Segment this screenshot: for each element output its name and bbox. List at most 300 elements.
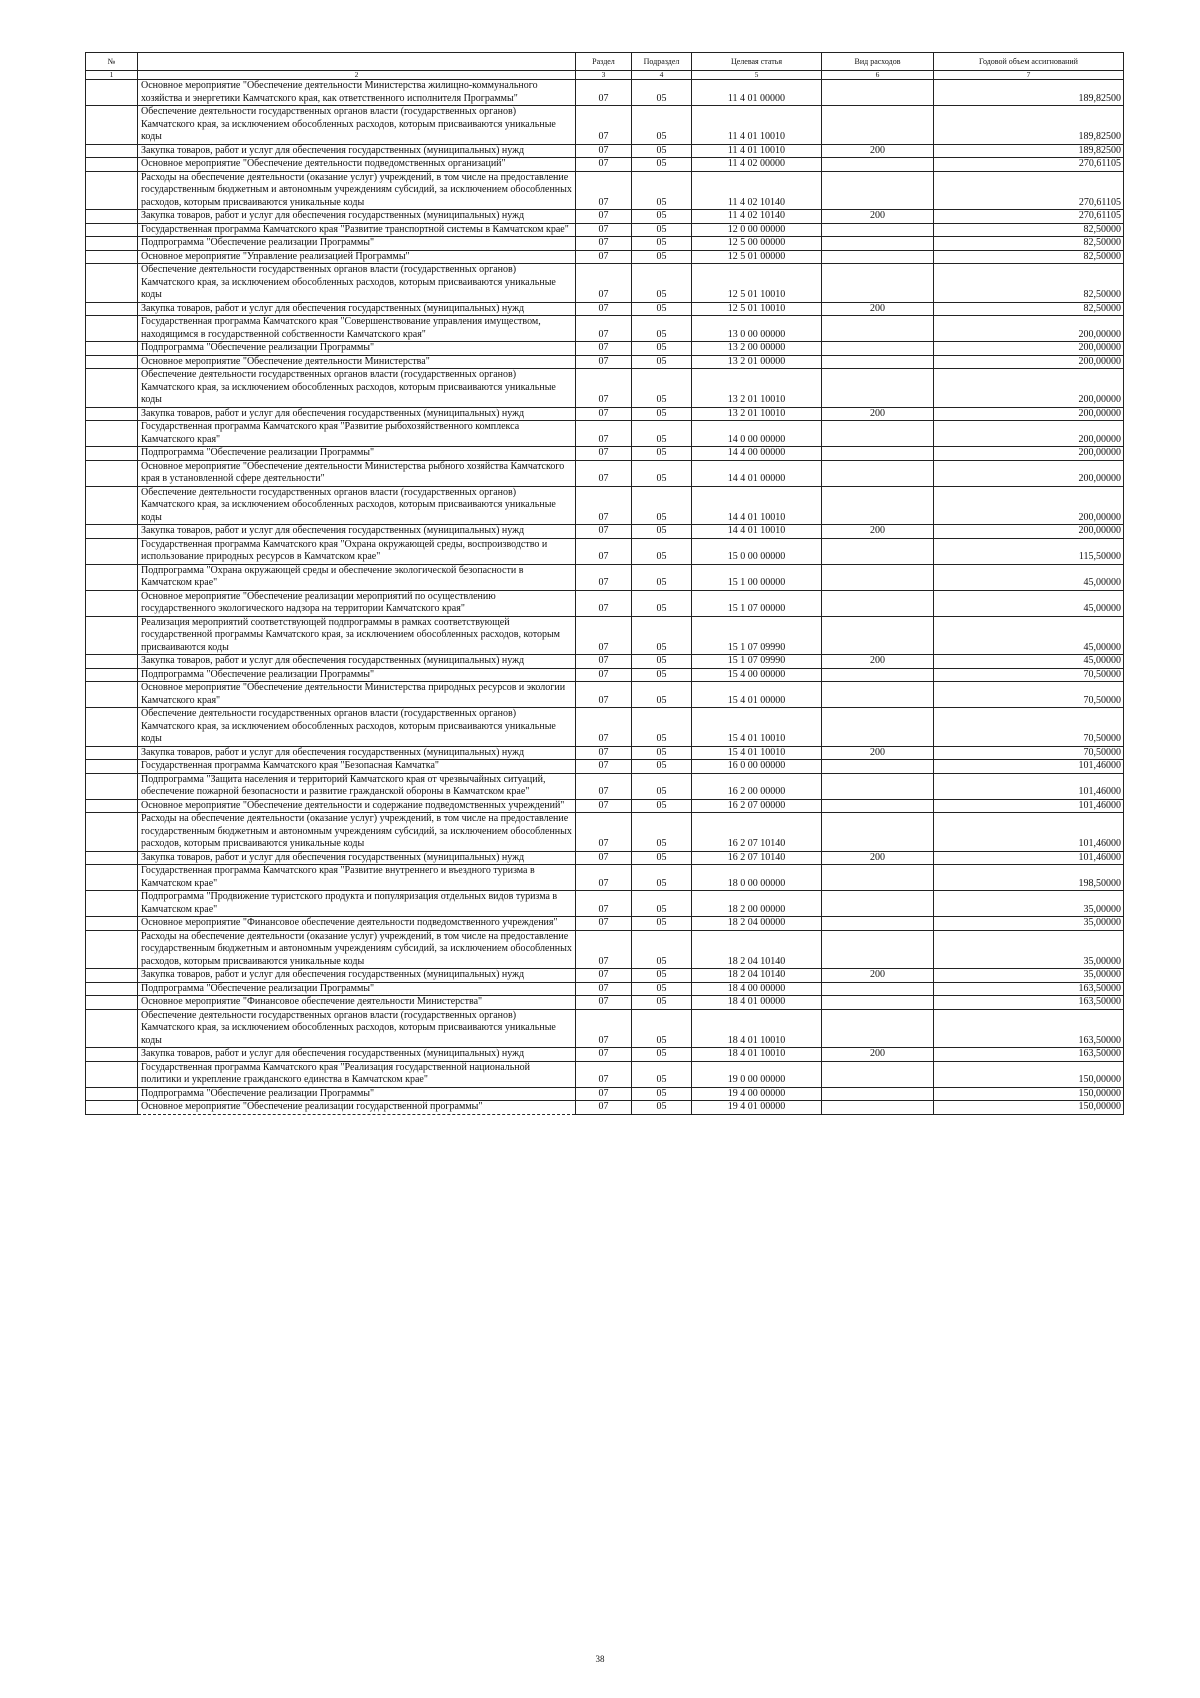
row-podrazdel-cell: 05 (632, 799, 692, 813)
row-number-cell (86, 773, 138, 799)
row-celevaya-cell: 15 4 01 00000 (692, 682, 822, 708)
row-name-cell: Основное мероприятие "Обеспечение деятельности Министерства природных ресурсов и экологии Камчатского края" (138, 682, 576, 708)
table-row (86, 865, 1124, 891)
row-name-cell: Подпрограмма "Обеспечение реализации Программы" (138, 237, 576, 251)
row-celevaya-cell: 12 5 00 00000 (692, 237, 822, 251)
row-podrazdel-cell: 05 (632, 590, 692, 616)
row-vid-cell (822, 486, 934, 525)
row-number-cell (86, 460, 138, 486)
row-celevaya-cell: 19 4 01 00000 (692, 1101, 822, 1115)
header-vid-rashodov: Вид расходов (822, 53, 934, 71)
table-row (86, 655, 1124, 669)
row-vid-cell: 200 (822, 407, 934, 421)
row-razdel-cell: 07 (576, 1061, 632, 1087)
row-name-cell: Основное мероприятие "Обеспечение деятельности Министерства жилищно-коммунального хозяйства и энергетики Камчатского края, как ответственного исполнителя Программы" (138, 80, 576, 106)
row-vid-cell (822, 80, 934, 106)
row-vid-cell: 200 (822, 655, 934, 669)
row-number-cell (86, 616, 138, 655)
row-name-cell: Подпрограмма "Обеспечение реализации Программы" (138, 982, 576, 996)
row-sum-cell: 189,82500 (934, 80, 1124, 106)
row-podrazdel-cell: 05 (632, 616, 692, 655)
row-razdel-cell: 07 (576, 210, 632, 224)
row-sum-cell: 150,00000 (934, 1061, 1124, 1087)
row-vid-cell (822, 355, 934, 369)
row-sum-cell: 35,00000 (934, 917, 1124, 931)
row-number-cell (86, 302, 138, 316)
row-number-cell (86, 655, 138, 669)
row-razdel-cell: 07 (576, 421, 632, 447)
row-number-cell (86, 668, 138, 682)
row-sum-cell: 70,50000 (934, 682, 1124, 708)
row-vid-cell (822, 930, 934, 969)
row-razdel-cell: 07 (576, 1101, 632, 1115)
row-sum-cell: 200,00000 (934, 421, 1124, 447)
row-name-cell: Государственная программа Камчатского края "Реализация государственной национальной политики и укрепление гражданского единства в Камчатском крае" (138, 1061, 576, 1087)
row-celevaya-cell: 14 0 00 00000 (692, 421, 822, 447)
row-number-cell (86, 930, 138, 969)
row-vid-cell (822, 891, 934, 917)
row-razdel-cell: 07 (576, 865, 632, 891)
row-razdel-cell: 07 (576, 237, 632, 251)
table-row (86, 799, 1124, 813)
row-razdel-cell: 07 (576, 668, 632, 682)
row-sum-cell: 163,50000 (934, 1009, 1124, 1048)
row-sum-cell: 35,00000 (934, 891, 1124, 917)
table-row (86, 355, 1124, 369)
row-number-cell (86, 421, 138, 447)
row-sum-cell: 200,00000 (934, 525, 1124, 539)
row-celevaya-cell: 18 4 01 10010 (692, 1048, 822, 1062)
row-vid-cell (822, 917, 934, 931)
table-row (86, 316, 1124, 342)
table-row (86, 773, 1124, 799)
row-sum-cell: 70,50000 (934, 746, 1124, 760)
row-name-cell: Подпрограмма "Обеспечение реализации Программы" (138, 447, 576, 461)
row-vid-cell (822, 237, 934, 251)
table-row (86, 1101, 1124, 1115)
row-celevaya-cell: 12 5 01 00000 (692, 250, 822, 264)
table-row (86, 447, 1124, 461)
table-row (86, 760, 1124, 774)
row-name-cell: Основное мероприятие "Обеспечение деятельности и содержание подведомственных учреждений" (138, 799, 576, 813)
row-sum-cell: 200,00000 (934, 486, 1124, 525)
row-razdel-cell: 07 (576, 250, 632, 264)
row-razdel-cell: 07 (576, 1009, 632, 1048)
row-name-cell: Обеспечение деятельности государственных органов власти (государственных органов) Камчатского края, за исключением обособленных расходов, которым присваиваются уникальные коды (138, 369, 576, 408)
row-name-cell: Основное мероприятие "Обеспечение деятельности подведомственных организаций" (138, 158, 576, 172)
row-razdel-cell: 07 (576, 302, 632, 316)
row-razdel-cell: 07 (576, 447, 632, 461)
row-sum-cell: 115,50000 (934, 538, 1124, 564)
row-celevaya-cell: 16 0 00 00000 (692, 760, 822, 774)
row-sum-cell: 35,00000 (934, 969, 1124, 983)
table-row (86, 460, 1124, 486)
row-number-cell (86, 250, 138, 264)
row-vid-cell (822, 421, 934, 447)
row-name-cell: Подпрограмма "Обеспечение реализации Программы" (138, 668, 576, 682)
row-razdel-cell: 07 (576, 773, 632, 799)
row-vid-cell (822, 460, 934, 486)
row-celevaya-cell: 11 4 01 10010 (692, 144, 822, 158)
table-row (86, 210, 1124, 224)
row-number-cell (86, 342, 138, 356)
row-sum-cell: 82,50000 (934, 264, 1124, 303)
row-podrazdel-cell: 05 (632, 158, 692, 172)
row-sum-cell: 101,46000 (934, 813, 1124, 852)
page-number: 38 (595, 1654, 605, 1664)
row-name-cell: Подпрограмма "Защита населения и территорий Камчатского края от чрезвычайных ситуаций, обеспечение пожарной безопасности и развитие гражданской обороны в Камчатском крае" (138, 773, 576, 799)
row-name-cell: Обеспечение деятельности государственных органов власти (государственных органов) Камчатского края, за исключением обособленных расходов, которым присваиваются уникальные коды (138, 486, 576, 525)
row-number-cell (86, 486, 138, 525)
row-vid-cell: 200 (822, 746, 934, 760)
row-number-cell (86, 564, 138, 590)
row-number-cell (86, 1101, 138, 1115)
row-name-cell: Основное мероприятие "Обеспечение реализации государственной программы" (138, 1101, 576, 1115)
row-celevaya-cell: 15 0 00 00000 (692, 538, 822, 564)
row-celevaya-cell: 16 2 07 10140 (692, 813, 822, 852)
row-podrazdel-cell: 05 (632, 813, 692, 852)
row-name-cell: Основное мероприятие "Финансовое обеспечение деятельности Министерства" (138, 996, 576, 1010)
row-number-cell (86, 917, 138, 931)
row-name-cell: Закупка товаров, работ и услуг для обеспечения государственных (муниципальных) нужд (138, 302, 576, 316)
row-razdel-cell: 07 (576, 369, 632, 408)
row-name-cell: Закупка товаров, работ и услуг для обеспечения государственных (муниципальных) нужд (138, 525, 576, 539)
table-row (86, 106, 1124, 145)
table-row (86, 223, 1124, 237)
row-name-cell: Основное мероприятие "Финансовое обеспечение деятельности подведомственного учреждения" (138, 917, 576, 931)
table-row (86, 590, 1124, 616)
column-number: 5 (692, 71, 822, 80)
budget-table-sheet (85, 52, 1123, 1115)
table-row (86, 891, 1124, 917)
row-celevaya-cell: 12 5 01 10010 (692, 302, 822, 316)
row-vid-cell: 200 (822, 525, 934, 539)
row-number-cell (86, 369, 138, 408)
row-number-cell (86, 996, 138, 1010)
row-number-cell (86, 407, 138, 421)
row-celevaya-cell: 11 4 02 10140 (692, 171, 822, 210)
row-number-cell (86, 237, 138, 251)
table-row (86, 930, 1124, 969)
column-number: 2 (138, 71, 576, 80)
row-celevaya-cell: 13 2 00 00000 (692, 342, 822, 356)
row-sum-cell: 101,46000 (934, 773, 1124, 799)
row-number-cell (86, 80, 138, 106)
table-row (86, 996, 1124, 1010)
column-number: 6 (822, 71, 934, 80)
row-vid-cell (822, 369, 934, 408)
row-vid-cell (822, 996, 934, 1010)
row-number-cell (86, 682, 138, 708)
row-razdel-cell: 07 (576, 171, 632, 210)
row-sum-cell: 270,61105 (934, 158, 1124, 172)
column-number-row (86, 71, 1124, 80)
table-row (86, 682, 1124, 708)
row-razdel-cell: 07 (576, 106, 632, 145)
row-name-cell: Подпрограмма "Продвижение туристского продукта и популяризация отдельных видов туризма в Камчатском крае" (138, 891, 576, 917)
row-razdel-cell: 07 (576, 799, 632, 813)
row-name-cell: Закупка товаров, работ и услуг для обеспечения государственных (муниципальных) нужд (138, 851, 576, 865)
row-razdel-cell: 07 (576, 917, 632, 931)
row-podrazdel-cell: 05 (632, 447, 692, 461)
table-body (86, 80, 1124, 1115)
row-number-cell (86, 590, 138, 616)
row-podrazdel-cell: 05 (632, 865, 692, 891)
row-celevaya-cell: 16 2 07 00000 (692, 799, 822, 813)
column-number: 3 (576, 71, 632, 80)
row-name-cell: Подпрограмма "Обеспечение реализации Программы" (138, 1087, 576, 1101)
row-sum-cell: 270,61105 (934, 210, 1124, 224)
row-celevaya-cell: 13 2 01 00000 (692, 355, 822, 369)
column-number: 7 (934, 71, 1124, 80)
row-sum-cell: 150,00000 (934, 1101, 1124, 1115)
row-celevaya-cell: 13 0 00 00000 (692, 316, 822, 342)
row-name-cell: Основное мероприятие "Обеспечение деятельности Министерства рыбного хозяйства Камчатского края в установленной сфере деятельности" (138, 460, 576, 486)
row-celevaya-cell: 18 4 00 00000 (692, 982, 822, 996)
row-razdel-cell: 07 (576, 930, 632, 969)
row-celevaya-cell: 13 2 01 10010 (692, 407, 822, 421)
row-podrazdel-cell: 05 (632, 930, 692, 969)
row-vid-cell: 200 (822, 969, 934, 983)
row-celevaya-cell: 18 2 04 10140 (692, 969, 822, 983)
row-podrazdel-cell: 05 (632, 1048, 692, 1062)
row-number-cell (86, 1048, 138, 1062)
row-podrazdel-cell: 05 (632, 302, 692, 316)
row-name-cell: Обеспечение деятельности государственных органов власти (государственных органов) Камчатского края, за исключением обособленных расходов, которым присваиваются уникальные коды (138, 106, 576, 145)
row-celevaya-cell: 15 4 01 10010 (692, 708, 822, 747)
row-name-cell: Подпрограмма "Охрана окружающей среды и обеспечение экологической безопасности в Камчатском крае" (138, 564, 576, 590)
row-razdel-cell: 07 (576, 407, 632, 421)
row-razdel-cell: 07 (576, 264, 632, 303)
row-celevaya-cell: 15 1 00 00000 (692, 564, 822, 590)
row-vid-cell (822, 865, 934, 891)
row-podrazdel-cell: 05 (632, 460, 692, 486)
row-podrazdel-cell: 05 (632, 891, 692, 917)
row-name-cell: Закупка товаров, работ и услуг для обеспечения государственных (муниципальных) нужд (138, 1048, 576, 1062)
row-number-cell (86, 760, 138, 774)
table-row (86, 616, 1124, 655)
row-celevaya-cell: 18 4 01 10010 (692, 1009, 822, 1048)
row-number-cell (86, 355, 138, 369)
row-celevaya-cell: 19 4 00 00000 (692, 1087, 822, 1101)
row-sum-cell: 101,46000 (934, 760, 1124, 774)
row-razdel-cell: 07 (576, 486, 632, 525)
row-name-cell: Реализация мероприятий соответствующей подпрограммы в рамках соответствующей государственной программы Камчатского края, за исключением обособленных расходов, которым присваиваются коды (138, 616, 576, 655)
row-podrazdel-cell: 05 (632, 250, 692, 264)
row-razdel-cell: 07 (576, 144, 632, 158)
row-razdel-cell: 07 (576, 760, 632, 774)
row-name-cell: Государственная программа Камчатского края "Развитие транспортной системы в Камчатском крае" (138, 223, 576, 237)
row-razdel-cell: 07 (576, 851, 632, 865)
row-razdel-cell: 07 (576, 342, 632, 356)
row-name-cell: Основное мероприятие "Обеспечение деятельности Министерства" (138, 355, 576, 369)
row-celevaya-cell: 12 0 00 00000 (692, 223, 822, 237)
row-vid-cell (822, 447, 934, 461)
row-sum-cell: 45,00000 (934, 655, 1124, 669)
row-name-cell: Подпрограмма "Обеспечение реализации Программы" (138, 342, 576, 356)
row-vid-cell (822, 616, 934, 655)
row-razdel-cell: 07 (576, 525, 632, 539)
row-number-cell (86, 171, 138, 210)
row-razdel-cell: 07 (576, 1048, 632, 1062)
row-podrazdel-cell: 05 (632, 171, 692, 210)
row-sum-cell: 35,00000 (934, 930, 1124, 969)
table-row (86, 264, 1124, 303)
row-podrazdel-cell: 05 (632, 106, 692, 145)
table-row (86, 369, 1124, 408)
row-vid-cell (822, 316, 934, 342)
row-podrazdel-cell: 05 (632, 564, 692, 590)
row-podrazdel-cell: 05 (632, 760, 692, 774)
row-celevaya-cell: 11 4 02 10140 (692, 210, 822, 224)
row-name-cell: Обеспечение деятельности государственных органов власти (государственных органов) Камчатского края, за исключением обособленных расходов, которым присваиваются уникальные коды (138, 264, 576, 303)
row-number-cell (86, 223, 138, 237)
row-razdel-cell: 07 (576, 460, 632, 486)
row-vid-cell (822, 682, 934, 708)
row-name-cell: Государственная программа Камчатского края "Развитие рыбохозяйственного комплекса Камчатского края" (138, 421, 576, 447)
row-vid-cell (822, 223, 934, 237)
row-podrazdel-cell: 05 (632, 80, 692, 106)
row-number-cell (86, 538, 138, 564)
row-sum-cell: 45,00000 (934, 616, 1124, 655)
row-razdel-cell: 07 (576, 996, 632, 1010)
header-obem: Годовой объем ассигнований (934, 53, 1124, 71)
table-row (86, 708, 1124, 747)
row-celevaya-cell: 15 1 07 09990 (692, 655, 822, 669)
row-celevaya-cell: 16 2 07 10140 (692, 851, 822, 865)
row-podrazdel-cell: 05 (632, 655, 692, 669)
row-podrazdel-cell: 05 (632, 708, 692, 747)
row-celevaya-cell: 15 4 00 00000 (692, 668, 822, 682)
row-number-cell (86, 799, 138, 813)
row-vid-cell (822, 799, 934, 813)
row-razdel-cell: 07 (576, 616, 632, 655)
row-celevaya-cell: 15 1 07 09990 (692, 616, 822, 655)
row-celevaya-cell: 14 4 01 00000 (692, 460, 822, 486)
row-vid-cell (822, 250, 934, 264)
table-row (86, 668, 1124, 682)
row-name-cell: Закупка товаров, работ и услуг для обеспечения государственных (муниципальных) нужд (138, 210, 576, 224)
table-row (86, 171, 1124, 210)
row-razdel-cell: 07 (576, 1087, 632, 1101)
row-number-cell (86, 447, 138, 461)
row-number-cell (86, 982, 138, 996)
row-sum-cell: 82,50000 (934, 223, 1124, 237)
row-sum-cell: 163,50000 (934, 1048, 1124, 1062)
row-sum-cell: 70,50000 (934, 668, 1124, 682)
row-sum-cell: 200,00000 (934, 316, 1124, 342)
row-razdel-cell: 07 (576, 682, 632, 708)
row-razdel-cell: 07 (576, 158, 632, 172)
row-number-cell (86, 865, 138, 891)
row-number-cell (86, 210, 138, 224)
row-sum-cell: 200,00000 (934, 407, 1124, 421)
table-row (86, 407, 1124, 421)
row-celevaya-cell: 14 4 00 00000 (692, 447, 822, 461)
row-podrazdel-cell: 05 (632, 407, 692, 421)
row-number-cell (86, 851, 138, 865)
row-name-cell: Расходы на обеспечение деятельности (оказание услуг) учреждений, в том числе на предоставление государственным бюджетным и автономным учреждениям субсидий, за исключением обособленных расходов, которым присваиваются уникальные коды (138, 930, 576, 969)
row-number-cell (86, 746, 138, 760)
row-podrazdel-cell: 05 (632, 746, 692, 760)
row-podrazdel-cell: 05 (632, 486, 692, 525)
row-vid-cell (822, 106, 934, 145)
row-vid-cell (822, 982, 934, 996)
table-row (86, 158, 1124, 172)
row-name-cell: Закупка товаров, работ и услуг для обеспечения государственных (муниципальных) нужд (138, 407, 576, 421)
table-row (86, 969, 1124, 983)
table-row (86, 237, 1124, 251)
row-name-cell: Закупка товаров, работ и услуг для обеспечения государственных (муниципальных) нужд (138, 144, 576, 158)
header-name (138, 53, 576, 71)
table-row (86, 1048, 1124, 1062)
table-row (86, 486, 1124, 525)
row-podrazdel-cell: 05 (632, 237, 692, 251)
table-row (86, 851, 1124, 865)
row-celevaya-cell: 19 0 00 00000 (692, 1061, 822, 1087)
row-podrazdel-cell: 05 (632, 342, 692, 356)
row-razdel-cell: 07 (576, 590, 632, 616)
row-number-cell (86, 158, 138, 172)
row-vid-cell (822, 342, 934, 356)
row-number-cell (86, 1009, 138, 1048)
row-vid-cell (822, 1061, 934, 1087)
row-sum-cell: 101,46000 (934, 851, 1124, 865)
row-name-cell: Основное мероприятие "Управление реализацией Программы" (138, 250, 576, 264)
row-vid-cell (822, 1087, 934, 1101)
row-name-cell: Основное мероприятие "Обеспечение реализации мероприятий по осуществлению государственного экологического надзора на территории Камчатского края" (138, 590, 576, 616)
table-row (86, 80, 1124, 106)
row-podrazdel-cell: 05 (632, 264, 692, 303)
row-sum-cell: 101,46000 (934, 799, 1124, 813)
header-celevaya-statya: Целевая статья (692, 53, 822, 71)
row-sum-cell: 163,50000 (934, 996, 1124, 1010)
row-sum-cell: 70,50000 (934, 708, 1124, 747)
row-sum-cell: 200,00000 (934, 369, 1124, 408)
table-row (86, 813, 1124, 852)
row-sum-cell: 200,00000 (934, 355, 1124, 369)
row-podrazdel-cell: 05 (632, 1087, 692, 1101)
row-name-cell: Закупка товаров, работ и услуг для обеспечения государственных (муниципальных) нужд (138, 655, 576, 669)
row-vid-cell: 200 (822, 851, 934, 865)
row-sum-cell: 198,50000 (934, 865, 1124, 891)
header-razdel: Раздел (576, 53, 632, 71)
row-vid-cell: 200 (822, 302, 934, 316)
row-name-cell: Государственная программа Камчатского края "Развитие внутреннего и въездного туризма в Камчатском крае" (138, 865, 576, 891)
row-podrazdel-cell: 05 (632, 316, 692, 342)
row-celevaya-cell: 16 2 00 00000 (692, 773, 822, 799)
row-sum-cell: 200,00000 (934, 342, 1124, 356)
row-podrazdel-cell: 05 (632, 210, 692, 224)
table-row (86, 1009, 1124, 1048)
table-row (86, 302, 1124, 316)
header-no: № (86, 53, 138, 71)
row-sum-cell: 150,00000 (934, 1087, 1124, 1101)
row-vid-cell (822, 773, 934, 799)
row-name-cell: Расходы на обеспечение деятельности (оказание услуг) учреждений, в том числе на предоставление государственным бюджетным и автономным учреждениям субсидий, за исключением обособленных расходов, которым присваиваются уникальные коды (138, 813, 576, 852)
row-podrazdel-cell: 05 (632, 525, 692, 539)
row-razdel-cell: 07 (576, 813, 632, 852)
row-podrazdel-cell: 05 (632, 1061, 692, 1087)
budget-table (85, 52, 1124, 1115)
row-number-cell (86, 891, 138, 917)
row-vid-cell (822, 590, 934, 616)
row-razdel-cell: 07 (576, 80, 632, 106)
row-name-cell: Обеспечение деятельности государственных органов власти (государственных органов) Камчатского края, за исключением обособленных расходов, которым присваиваются уникальные коды (138, 1009, 576, 1048)
row-vid-cell (822, 158, 934, 172)
row-number-cell (86, 1087, 138, 1101)
row-celevaya-cell: 11 4 01 10010 (692, 106, 822, 145)
